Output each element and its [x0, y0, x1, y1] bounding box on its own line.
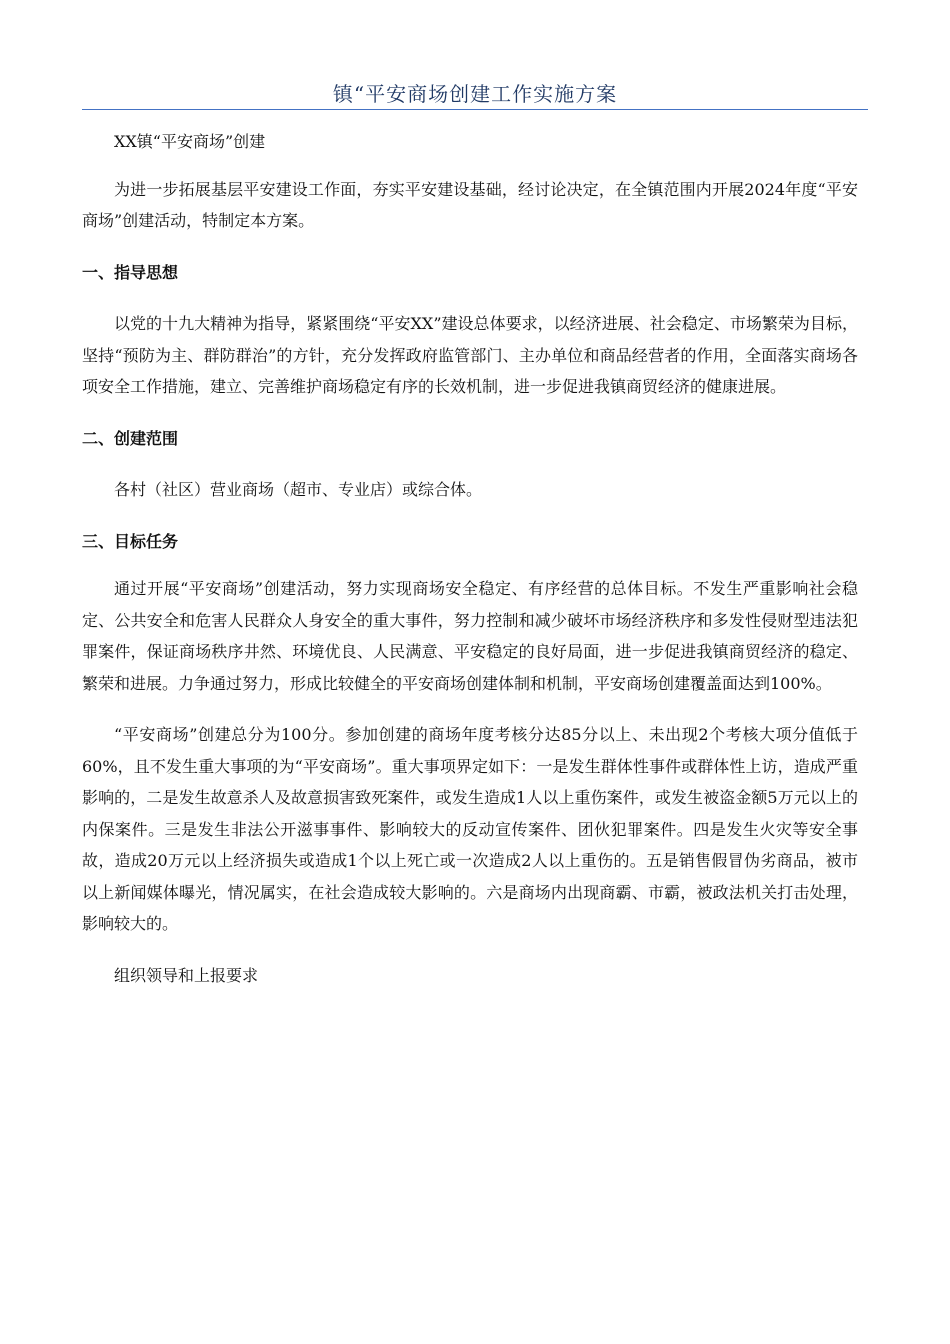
target-tasks-paragraph-2: “平安商场”创建总分为100分。参加创建的商场年度考核分达85分以上、未出现2个考核大项分值低于60%，且不发生重大事项的为“平安商场”。重大事项界定如下：一是发生群体性事件或群体性上访，造成严重影响的，二是发生故意杀人及故意损害致死案件，或发生造成1人以上重伤案件，或发生被盗金额5万元以上的内保案件。三是发生非法公开滋事事件、影响较大的反动宣传案件、团伙犯罪案件。四是发生火灾等安全事故，造成20万元以上经济损失或造成1个以上死亡或一次造成2人以上重伤的。五是销售假冒伪劣商品，被市以上新闻媒体曝光，情况属实，在社会造成较大影响的。六是商场内出现商霸、市霸，被政法机关打击处理，影响较大的。	[82, 725, 858, 933]
intro-paragraph: 为进一步拓展基层平安建设工作面，夯实平安建设基础，经讨论决定，在全镇范围内开展2024年度“平安商场”创建活动，特制定本方案。	[82, 179, 858, 230]
document-body	[82, 126, 858, 991]
section-heading-target-tasks: 三、目标任务	[82, 531, 179, 551]
document-title: 镇“平安商场创建工作实施方案	[332, 82, 618, 106]
target-tasks-paragraph-1: 通过开展“平安商场”创建活动，努力实现商场安全稳定、有序经营的总体目标。不发生严重影响社会稳定、公共安全和危害人民群众人身安全的重大事件，努力控制和减少破坏市场经济秩序和多发性侵财型违法犯罪案件，保证商场秩序井然、环境优良、人民满意、平安稳定的良好局面，进一步促进我镇商贸经济的稳定、繁荣和进展。力争通过努力，形成比较健全的平安商场创建体制和机制，平安商场创建覆盖面达到100%。	[82, 579, 858, 693]
section-heading-scope: 二、创建范围	[82, 428, 179, 448]
title-divider	[82, 109, 868, 110]
closing-paragraph: 组织领导和上报要求	[114, 965, 259, 985]
guiding-ideology-paragraph: 以党的十九大精神为指导，紧紧围绕“平安XX”建设总体要求，以经济进展、社会稳定、市场繁荣为目标，坚持“预防为主、群防群治”的方针，充分发挥政府监管部门、主办单位和商品经营者的作用，全面落实商场各项安全工作措施，建立、完善维护商场稳定有序的长效机制，进一步促进我镇商贸经济的健康进展。	[82, 314, 858, 396]
subtitle-paragraph: XX镇“平安商场”创建	[114, 132, 266, 151]
scope-paragraph: 各村（社区）营业商场（超市、专业店）或综合体。	[114, 480, 483, 499]
section-heading-guiding-ideology: 一、指导思想	[82, 262, 179, 282]
